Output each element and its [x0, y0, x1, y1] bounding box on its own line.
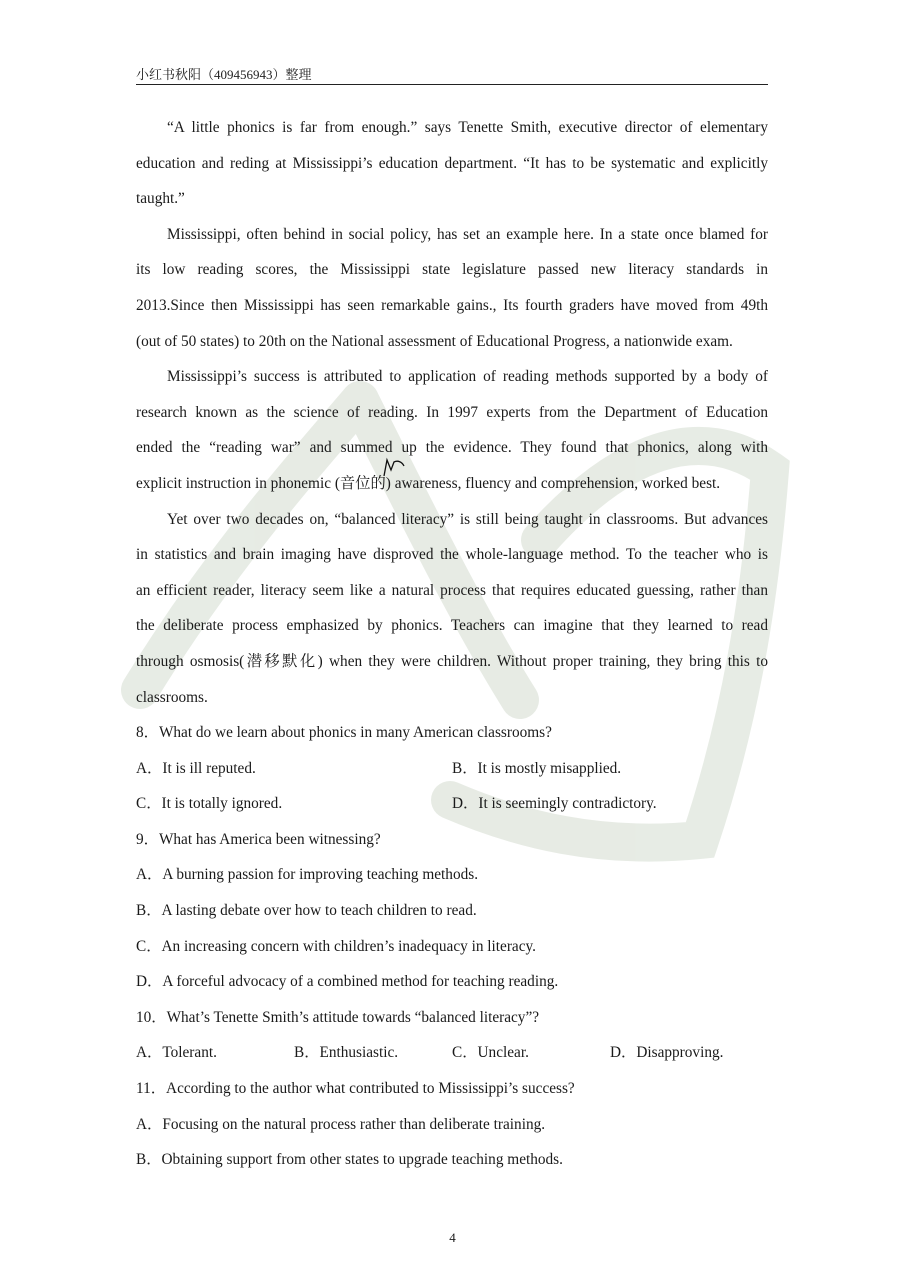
page-header: 小红书秋阳（409456943）整理 [136, 67, 312, 82]
text-line: “A little phonics is far from enough.” says Tenette Smith, executive director of elementary [167, 119, 768, 136]
text-line: Yet over two decades on, “balanced literacy” is still being taught in classrooms. But advances [167, 510, 768, 528]
text-line: classrooms. [136, 688, 208, 706]
text-line: (out of 50 states) to 20th on the National assessment of Educational Progress, a nationwide exam. [136, 332, 733, 350]
text-line: research known as the science of reading. In 1997 experts from the Department of Education [136, 403, 768, 421]
option-b: B．A lasting debate over how to teach children to read. [136, 902, 477, 920]
text-line: through osmosis(潜移默化) when they were children. Without proper training, they bring this to [136, 652, 768, 670]
option-row [136, 757, 768, 793]
paragraph-4 [136, 508, 768, 722]
option-d: D．Disapproving. [610, 1044, 724, 1062]
text-line: in statistics and brain imaging have disproved the whole-language method. To the teacher who is [136, 546, 768, 564]
question-10 [136, 1006, 768, 1077]
question-stem: 8．What do we learn about phonics in many American classrooms? [136, 724, 552, 742]
option-a: A．Tolerant. [136, 1044, 217, 1062]
option-c: C．Unclear. [452, 1044, 529, 1062]
option-c: C．It is totally ignored. [136, 795, 283, 813]
text-line: taught.” [136, 190, 185, 208]
question-stem: 11．According to the author what contributed to Mississippi’s success? [136, 1080, 575, 1098]
page-number: 4 [449, 1230, 456, 1245]
question-9 [136, 828, 768, 1006]
text-line: 2013.Since then Mississippi has seen remarkable gains., Its fourth graders have moved from 49th [136, 296, 768, 314]
option-row [136, 1041, 768, 1077]
question-stem: 9．What has America been witnessing? [136, 830, 381, 848]
paragraph-2 [136, 223, 768, 365]
text-line: Mississippi’s success is attributed to application of reading methods supported by a body of [167, 368, 768, 386]
document-body [136, 116, 768, 1184]
option-a: A．A burning passion for improving teaching methods. [136, 866, 479, 884]
question-8 [136, 721, 768, 828]
handwritten-mark-icon [380, 456, 410, 480]
header-divider [136, 84, 768, 85]
question-stem: 10．What’s Tenette Smith’s attitude towards “balanced literacy”? [136, 1008, 540, 1026]
option-b: B．Obtaining support from other states to upgrade teaching methods. [136, 1151, 563, 1169]
option-a: A．Focusing on the natural process rather than deliberate training. [136, 1115, 546, 1133]
text-line: Mississippi, often behind in social policy, has set an example here. In a state once blamed for [167, 225, 768, 243]
text-line: ended the “reading war” and summed up the evidence. They found that phonics, along with [136, 439, 768, 457]
option-d: D．It is seemingly contradictory. [452, 795, 657, 813]
text-line: its low reading scores, the Mississippi state legislature passed new literacy standards in [136, 261, 768, 279]
option-row [136, 792, 768, 828]
text-line: the deliberate process emphasized by phonics. Teachers can imagine that they learned to read [136, 617, 768, 635]
option-d: D．A forceful advocacy of a combined method for teaching reading. [136, 973, 559, 991]
option-b: B．It is mostly misapplied. [452, 759, 622, 777]
paragraph-3 [136, 365, 768, 507]
text-line: explicit instruction in phonemic (音位的) awareness, fluency and comprehension, worked best. [136, 474, 721, 492]
paragraph-1 [136, 116, 768, 223]
question-11 [136, 1077, 768, 1184]
text-line: education and reding at Mississippi’s education department. “It has to be systematic and explicitly [136, 154, 768, 172]
text-line: an efficient reader, literacy seem like a natural process that requires educated guessing, rather than [136, 581, 768, 599]
option-c: C．An increasing concern with children’s inadequacy in literacy. [136, 937, 536, 955]
option-a: A．It is ill reputed. [136, 759, 256, 777]
option-b: B．Enthusiastic. [294, 1044, 399, 1062]
